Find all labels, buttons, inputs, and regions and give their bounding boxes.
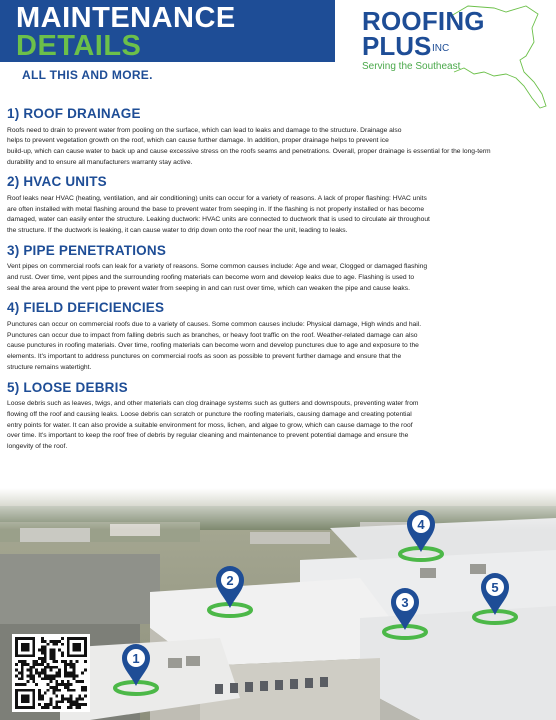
body-line: Loose debris such as leaves, twigs, and other materials can clog drainage systems such as gutters and downspouts, preventing water from (7, 400, 419, 408)
company-logo (356, 2, 556, 110)
qr-code-icon[interactable] (12, 634, 90, 712)
section-hvac-units (7, 174, 549, 236)
body-line: Punctures can occur on commercial roofs due to a variety of causes. Some common causes include: Physical damage, High winds and hail. (7, 320, 422, 328)
section-body (7, 399, 549, 453)
section-loose-debris (7, 380, 549, 453)
body-line: Roofs need to drain to prevent water from pooling on the surface, which can lead to leaks and damage to the structure. Drainage also (7, 126, 402, 134)
marker-label: 1 (132, 651, 140, 666)
section-body (7, 320, 549, 374)
body-line: elements. It's important to address punctures on commercial roofs as soon as possible to prevent further damage and ensure that the (7, 353, 402, 361)
logo-wordmark-line1: ROOFING (362, 6, 485, 36)
section-title: 4) FIELD DEFICIENCIES (7, 300, 165, 316)
body-line: Roof leaks near HVAC (heating, ventilation, and air conditioning) units can occur for a variety of reasons. A lack of proper flashing: HVAC units (7, 194, 427, 202)
body-line: the structure. If the ductwork is leaking, it can cause water to drip down onto the roof near the unit, leading to leaks. (7, 227, 348, 235)
marker-label: 2 (226, 573, 234, 588)
body-line: seal the area around the vent pipe to prevent water from seeping in and can rust over time, which can weaken the pipe and cause leaks. (7, 284, 410, 292)
logo-wordmark-line2: PLUS (362, 31, 432, 61)
body-line: entry points for water. It can also provide a suitable environment for moss, lichen, and algae to grow, which can cause damage to the roof (7, 421, 413, 429)
page-title-line2: DETAILS (16, 30, 142, 62)
section-title: 3) PIPE PENETRATIONS (7, 242, 167, 258)
section-field-deficiencies (7, 300, 549, 373)
qr-code-pattern (15, 637, 87, 709)
section-title: 2) HVAC UNITS (7, 174, 107, 190)
body-line: are often installed with metal flashing around the base to prevent water from seeping in. If the flashing is not properly installed or has become (7, 205, 425, 213)
section-body (7, 194, 549, 237)
section-pipe-penetrations (7, 243, 549, 295)
section-title: 5) LOOSE DEBRIS (7, 379, 128, 395)
body-line: flowing off the roof and causing leaks. Loose debris can scratch or puncture the roofing materials, causing damage and creating potential (7, 410, 412, 418)
body-line: helps to prevent vegetation growth on the roof, which can cause further damage. In addition, proper drainage helps to prevent ice (7, 137, 389, 145)
marker-label: 5 (491, 580, 499, 595)
section-roof-drainage (7, 106, 549, 168)
body-line: longevity of the roof. (7, 442, 68, 450)
marker-label: 4 (417, 517, 425, 532)
content (7, 106, 549, 459)
body-line: Vent pipes on commercial roofs can leak for a variety of reasons. Some common causes include: Age and wear, Clogged or damaged flashing (7, 263, 428, 271)
marker-label: 3 (401, 595, 409, 610)
tagline: ALL THIS AND MORE. (22, 68, 153, 82)
section-body (7, 262, 549, 294)
section-title: 1) ROOF DRAINAGE (7, 106, 141, 121)
page-title-line1: MAINTENANCE (16, 2, 236, 34)
body-line: structure remains watertight. (7, 363, 92, 371)
body-line: build-up, which can cause water to back up and cause excessive stress on the roofs seams and penetrations. Overall, proper drainage is essential for the long-term (7, 147, 491, 155)
body-line: and rust. Over time, vent pipes and the surrounding roofing materials can become worn and develop leaks due to age. Flashing is used to (7, 274, 415, 282)
body-line: damaged, water can easily enter the structure. Leaking ductwork: HVAC units are connected to ductwork that is used to circulate air throughout (7, 216, 430, 224)
section-body (7, 126, 549, 169)
body-line: over time. It's important to keep the roof free of debris by regular cleaning and maintenance to prevent potential damage and ensure the (7, 432, 409, 440)
logo-inc: INC (432, 43, 450, 54)
body-line: cause punctures in roofing materials. Over time, roofing materials can become worn and develop punctures due to age and exposure to the (7, 342, 419, 350)
body-line: Punctures can occur due to impact from falling debris such as branches, or heavy foot traffic on the roof. Weather-related damage can also (7, 331, 418, 339)
logo-subtitle: Serving the Southeast (362, 61, 461, 72)
body-line: durability and to ensure all manufacturers warranty stay active. (7, 158, 193, 166)
